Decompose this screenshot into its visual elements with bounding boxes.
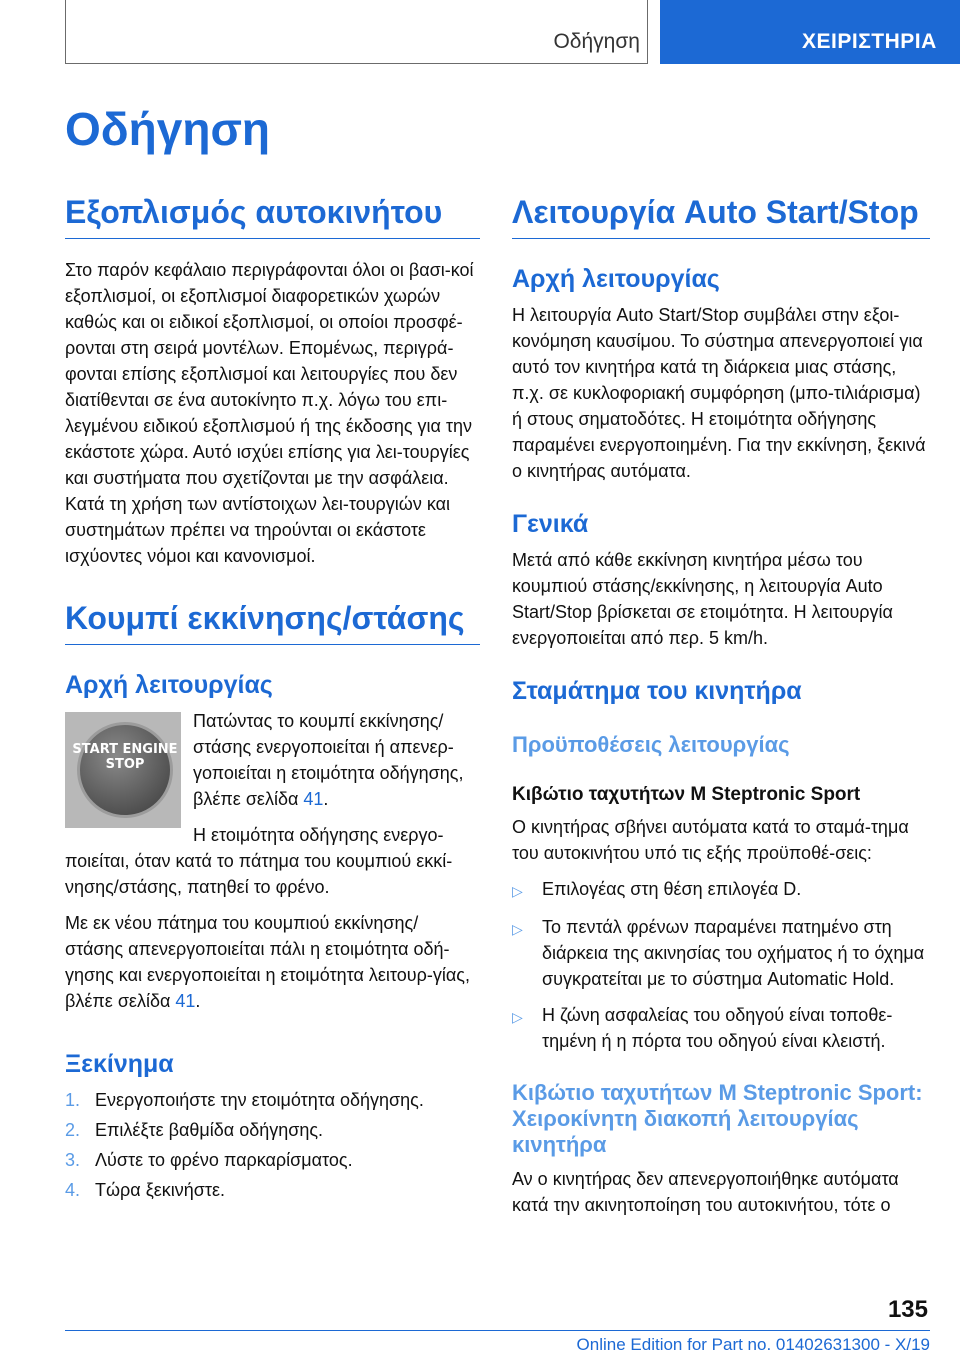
list-item — [512, 1002, 930, 1054]
page-number: 135 — [887, 1296, 928, 1323]
again-text: Με εκ νέου πάτημα του κουμπιού εκκίνησης/ στάσης απενεργοποιείται πάλι η ετοιμότητα οδή‐γησης και ενεργοποιείται η ετοιμότητα λειτουρ‐γίας, βλέπε σελίδα — [65, 913, 470, 1012]
press-text-end: . — [323, 789, 329, 810]
step-number: 4. — [65, 1180, 81, 1201]
step-text: Επιλέξτε βαθμίδα οδήγησης. — [95, 1120, 324, 1141]
list-item — [65, 1175, 480, 1205]
list-item — [65, 1085, 480, 1115]
start-engine-stop-button-image — [65, 712, 181, 828]
paragraph-press-again — [65, 910, 480, 1014]
step-text: Τώρα ξεκινήστε. — [95, 1180, 226, 1201]
paragraph-equipment: Στο παρόν κεφάλαιο περιγράφονται όλοι οι βασι‐κοί εξοπλισμοί, οι εξοπλισμοί διαφορετικών χωρών καθώς και οι ειδικοί εξοπλισμοί, οι οποίοι προσφέ‐ρονται στη σειρά μοντέλων. Επομένως, περιγρά‐φονται επίσης εξοπλισμοί και λειτουργίες που δεν διατίθενται σε ένα αυτοκίνητο π.χ. λόγω του επι‐λεγμένου ειδικού εξοπλισμού ή της έκδοσης για την εκάστοτε χώρα. Αυτό ισχύει επίσης για λει‐τουργίες και συστήματα που σχετίζονται με την ασφάλεια. Κατά τη χρήση των αντίστοιχων λει‐τουργιών και συστημάτων πρέπει να τηρούνται οι εκάστοτε ισχύοντες νόμοι και κανονισμοί. — [65, 260, 474, 567]
page-title: Οδήγηση — [65, 103, 271, 155]
heading-manual-stop: Κιβώτιο ταχυτήτων M Steptronic Sport: Χειροκίνητη διακοπή λειτουργίας κινητήρα — [512, 1080, 923, 1158]
again-text-end: . — [195, 991, 201, 1012]
button-image-label: START ENGINE STOP — [72, 742, 178, 773]
button-section — [65, 708, 480, 900]
footer-edition: Online Edition for Part no. 01402631300 - X/19 — [576, 1335, 930, 1354]
footer-divider — [65, 1330, 930, 1331]
heading-start-stop-button: Κουμπί εκκίνησης/στάσης — [65, 601, 480, 645]
heading-equipment: Εξοπλισμός αυτοκινήτου — [65, 195, 480, 239]
step-number: 2. — [65, 1120, 81, 1141]
step-number: 3. — [65, 1150, 81, 1171]
steps-list — [65, 1085, 480, 1205]
press-text: Πατώντας το κουμπί εκκίνησης/ στάσης ενεργοποιείται ή απενερ‐γοποιείται η ετοιμότητα οδήγησης, βλέπε σελίδα — [193, 711, 464, 810]
right-column — [512, 195, 930, 1218]
list-item — [65, 1145, 480, 1175]
list-item — [512, 876, 930, 904]
page-link-41-second[interactable]: 41 — [175, 991, 196, 1012]
header-chapter-tab[interactable]: ΧΕΙΡΙΣΤΗΡΙΑ — [660, 0, 960, 64]
heading-principle-left: Αρχή λειτουργίας — [65, 671, 273, 700]
bullet-text: Η ζώνη ασφαλείας του οδηγού είναι τοποθε‐τημένη ή η πόρτα του οδηγού είναι κλειστή. — [542, 1005, 893, 1052]
heading-principle-right: Αρχή λειτουργίας — [512, 265, 720, 294]
heading-auto-start-stop: Λειτουργία Auto Start/Stop — [512, 195, 930, 239]
heading-engine-stop: Σταμάτημα του κινητήρα — [512, 677, 802, 706]
bullet-text: Επιλογέας στη θέση επιλογέα D. — [542, 879, 802, 900]
paragraph-manual-stop: Αν ο κινητήρας δεν απενεργοποιήθηκε αυτόματα κατά την ακινητοποίηση του αυτοκινήτου, τότε ο — [512, 1169, 899, 1216]
bullet-text: Το πεντάλ φρένων παραμένει πατημένο στη διάρκεια της ακινησίας του οχήματος ή το όχημα συγκρατείται με το σύστημα Automatic Hold. — [542, 917, 925, 990]
paragraph-gearbox: Ο κινητήρας σβήνει αυτόματα κατά το σταμά‐τημα του αυτοκινήτου υπό τις εξής προϋποθέ‐σεις: — [512, 817, 909, 864]
paragraph-principle: Η λειτουργία Auto Start/Stop συμβάλει στην εξοι‐κονόμηση καυσίμου. Το σύστημα απενεργοποιεί για αυτό τον κινητήρα κατά τη διάρκεια μιας στάσης, π.χ. σε κυκλοφοριακή συμφόρηση (μπο‐τιλιάρισμα) ή στους σηματοδότες. Η ετοιμότητα οδήγησης παραμένει ενεργοποιημένη. Για την εκκίνηση, ξεκινά ο κινητήρας αυτόματα. — [512, 305, 926, 482]
step-text: Λύστε το φρένο παρκαρίσματος. — [95, 1150, 353, 1171]
list-item — [512, 914, 930, 992]
page-link-41[interactable]: 41 — [303, 789, 324, 810]
heading-general: Γενικά — [512, 510, 589, 539]
left-column — [65, 195, 480, 1205]
heading-gearbox: Κιβώτιο ταχυτήτων M Steptronic Sport — [512, 784, 861, 806]
header-section-title: Οδήγηση — [553, 30, 640, 53]
triangle-bullet-icon: ▷ — [512, 1009, 523, 1026]
heading-start-driving: Ξεκίνημα — [65, 1050, 174, 1079]
triangle-bullet-icon: ▷ — [512, 921, 523, 938]
conditions-list — [512, 876, 930, 1054]
heading-prerequisites: Προϋποθέσεις λειτουργίας — [512, 732, 790, 758]
paragraph-general: Μετά από κάθε εκκίνηση κινητήρα μέσω του κουμπιού στάσης/εκκίνησης, η λειτουργία Auto Start/Stop βρίσκεται σε ετοιμότητα. Η λειτουργία ενεργοποιείται από περ. 5 km/h. — [512, 550, 893, 649]
step-number: 1. — [65, 1090, 81, 1111]
triangle-bullet-icon: ▷ — [512, 883, 523, 900]
paragraph-readiness: Η ετοιμότητα οδήγησης ενεργο‐ποιείται, όταν κατά το πάτημα του κουμπιού εκκί‐νησης/στάσης, πατηθεί το φρένο. — [65, 825, 453, 898]
list-item — [65, 1115, 480, 1145]
step-text: Ενεργοποιήστε την ετοιμότητα οδήγησης. — [95, 1090, 424, 1111]
